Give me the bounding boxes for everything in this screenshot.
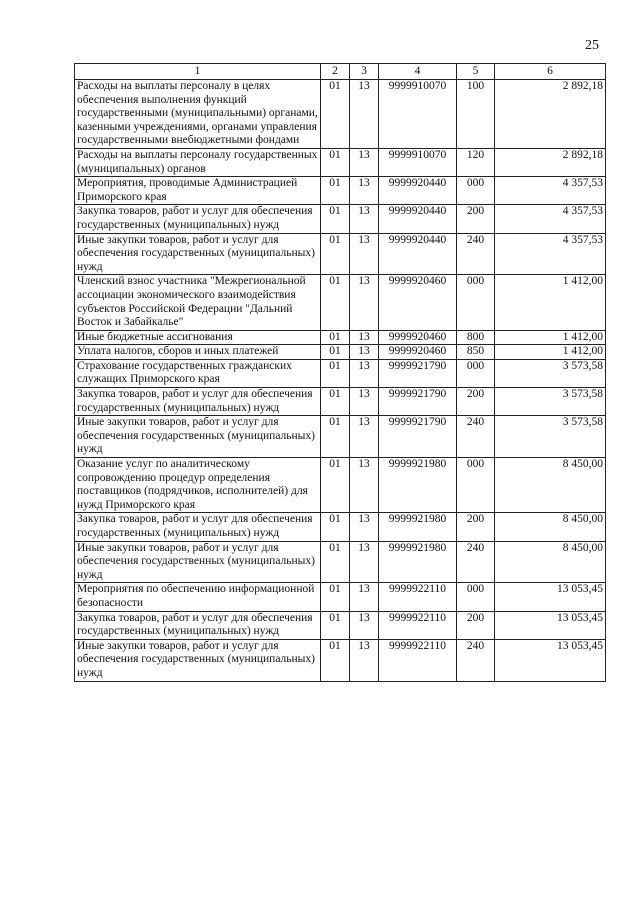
row-expense-type-cell: 120 <box>457 148 495 176</box>
table-row <box>75 611 606 639</box>
table-row <box>75 541 606 583</box>
row-target-item-cell: 9999920440 <box>379 233 457 275</box>
row-subsection-cell: 13 <box>350 148 379 176</box>
row-expense-type-cell: 000 <box>457 458 495 513</box>
table-row <box>75 345 606 360</box>
row-target-item-cell: 9999920440 <box>379 205 457 233</box>
row-subsection-cell: 13 <box>350 359 379 387</box>
row-amount-cell: 1 412,00 <box>495 345 606 360</box>
row-name-cell: Мероприятия по обеспечению информационной безопасности <box>75 583 321 611</box>
row-expense-type-cell: 200 <box>457 388 495 416</box>
row-amount-cell: 4 357,53 <box>495 177 606 205</box>
row-amount-cell: 1 412,00 <box>495 275 606 330</box>
row-subsection-cell: 13 <box>350 345 379 360</box>
header-col-1: 1 <box>75 64 321 80</box>
row-amount-cell: 8 450,00 <box>495 513 606 541</box>
row-amount-cell: 2 892,18 <box>495 148 606 176</box>
row-name-cell: Расходы на выплаты персоналу государственных (муниципальных) органов <box>75 148 321 176</box>
row-expense-type-cell: 000 <box>457 275 495 330</box>
table-row <box>75 416 606 458</box>
row-amount-cell: 4 357,53 <box>495 233 606 275</box>
table-row <box>75 148 606 176</box>
header-col-3: 3 <box>350 64 379 80</box>
row-name-cell: Иные бюджетные ассигнования <box>75 330 321 345</box>
row-target-item-cell: 9999921790 <box>379 416 457 458</box>
row-subsection-cell: 13 <box>350 205 379 233</box>
row-subsection-cell: 13 <box>350 513 379 541</box>
row-target-item-cell: 9999922110 <box>379 639 457 681</box>
row-section-cell: 01 <box>321 458 350 513</box>
table-row <box>75 275 606 330</box>
row-target-item-cell: 9999910070 <box>379 80 457 149</box>
row-name-cell: Уплата налогов, сборов и иных платежей <box>75 345 321 360</box>
table-row <box>75 80 606 149</box>
row-amount-cell: 13 053,45 <box>495 583 606 611</box>
row-subsection-cell: 13 <box>350 80 379 149</box>
row-amount-cell: 8 450,00 <box>495 541 606 583</box>
row-section-cell: 01 <box>321 233 350 275</box>
row-amount-cell: 13 053,45 <box>495 611 606 639</box>
row-expense-type-cell: 200 <box>457 513 495 541</box>
table-row <box>75 458 606 513</box>
row-expense-type-cell: 200 <box>457 611 495 639</box>
row-amount-cell: 4 357,53 <box>495 205 606 233</box>
row-target-item-cell: 9999920460 <box>379 330 457 345</box>
row-expense-type-cell: 200 <box>457 205 495 233</box>
row-name-cell: Мероприятия, проводимые Администрацией Приморского края <box>75 177 321 205</box>
row-expense-type-cell: 000 <box>457 583 495 611</box>
row-name-cell: Закупка товаров, работ и услуг для обеспечения государственных (муниципальных) нужд <box>75 388 321 416</box>
row-section-cell: 01 <box>321 275 350 330</box>
header-row <box>75 64 606 80</box>
row-subsection-cell: 13 <box>350 541 379 583</box>
row-amount-cell: 3 573,58 <box>495 359 606 387</box>
row-target-item-cell: 9999921790 <box>379 359 457 387</box>
row-amount-cell: 13 053,45 <box>495 639 606 681</box>
row-subsection-cell: 13 <box>350 416 379 458</box>
row-target-item-cell: 9999922110 <box>379 583 457 611</box>
table-row <box>75 330 606 345</box>
row-name-cell: Закупка товаров, работ и услуг для обеспечения государственных (муниципальных) нужд <box>75 513 321 541</box>
row-expense-type-cell: 240 <box>457 639 495 681</box>
row-amount-cell: 2 892,18 <box>495 80 606 149</box>
row-target-item-cell: 9999921980 <box>379 458 457 513</box>
row-expense-type-cell: 000 <box>457 177 495 205</box>
row-subsection-cell: 13 <box>350 275 379 330</box>
row-name-cell: Расходы на выплаты персоналу в целях обеспечения выполнения функций государственными (муниципальными) органами, казенными учреждениями, органами управления государственными внебюджетными фондами <box>75 80 321 149</box>
row-target-item-cell: 9999920440 <box>379 177 457 205</box>
row-section-cell: 01 <box>321 148 350 176</box>
row-expense-type-cell: 240 <box>457 541 495 583</box>
row-section-cell: 01 <box>321 80 350 149</box>
row-section-cell: 01 <box>321 541 350 583</box>
table-row <box>75 583 606 611</box>
row-section-cell: 01 <box>321 359 350 387</box>
table-row <box>75 359 606 387</box>
budget-table <box>74 63 606 682</box>
row-section-cell: 01 <box>321 388 350 416</box>
row-target-item-cell: 9999922110 <box>379 611 457 639</box>
row-section-cell: 01 <box>321 513 350 541</box>
row-name-cell: Страхование государственных гражданских служащих Приморского края <box>75 359 321 387</box>
row-name-cell: Иные закупки товаров, работ и услуг для обеспечения государственных (муниципальных) нужд <box>75 639 321 681</box>
table-row <box>75 388 606 416</box>
table-row <box>75 177 606 205</box>
row-subsection-cell: 13 <box>350 388 379 416</box>
row-section-cell: 01 <box>321 205 350 233</box>
row-subsection-cell: 13 <box>350 458 379 513</box>
row-name-cell: Иные закупки товаров, работ и услуг для обеспечения государственных (муниципальных) нужд <box>75 233 321 275</box>
table-row <box>75 639 606 681</box>
row-amount-cell: 3 573,58 <box>495 416 606 458</box>
row-target-item-cell: 9999920460 <box>379 345 457 360</box>
row-target-item-cell: 9999920460 <box>379 275 457 330</box>
row-section-cell: 01 <box>321 345 350 360</box>
row-expense-type-cell: 240 <box>457 233 495 275</box>
row-expense-type-cell: 100 <box>457 80 495 149</box>
page-number: 25 <box>585 38 599 53</box>
row-subsection-cell: 13 <box>350 330 379 345</box>
row-subsection-cell: 13 <box>350 639 379 681</box>
row-target-item-cell: 9999921790 <box>379 388 457 416</box>
row-subsection-cell: 13 <box>350 233 379 275</box>
row-name-cell: Закупка товаров, работ и услуг для обеспечения государственных (муниципальных) нужд <box>75 611 321 639</box>
row-expense-type-cell: 000 <box>457 359 495 387</box>
row-subsection-cell: 13 <box>350 583 379 611</box>
header-col-5: 5 <box>457 64 495 80</box>
header-col-2: 2 <box>321 64 350 80</box>
row-amount-cell: 8 450,00 <box>495 458 606 513</box>
row-expense-type-cell: 240 <box>457 416 495 458</box>
row-section-cell: 01 <box>321 639 350 681</box>
row-target-item-cell: 9999921980 <box>379 541 457 583</box>
row-target-item-cell: 9999910070 <box>379 148 457 176</box>
row-name-cell: Оказание услуг по аналитическому сопровождению процедур определения поставщиков (подрядчиков, исполнителей) для нужд Приморского края <box>75 458 321 513</box>
row-amount-cell: 1 412,00 <box>495 330 606 345</box>
row-expense-type-cell: 850 <box>457 345 495 360</box>
table-row <box>75 513 606 541</box>
table-row <box>75 233 606 275</box>
row-name-cell: Членский взнос участника "Межрегиональной ассоциации экономического взаимодействия субъектов Российской Федерации "Дальний Восток и Забайкалье" <box>75 275 321 330</box>
row-name-cell: Иные закупки товаров, работ и услуг для обеспечения государственных (муниципальных) нужд <box>75 416 321 458</box>
row-name-cell: Иные закупки товаров, работ и услуг для обеспечения государственных (муниципальных) нужд <box>75 541 321 583</box>
header-col-6: 6 <box>495 64 606 80</box>
table-row <box>75 205 606 233</box>
row-section-cell: 01 <box>321 416 350 458</box>
header-col-4: 4 <box>379 64 457 80</box>
row-section-cell: 01 <box>321 611 350 639</box>
row-section-cell: 01 <box>321 177 350 205</box>
row-target-item-cell: 9999921980 <box>379 513 457 541</box>
row-expense-type-cell: 800 <box>457 330 495 345</box>
table-body <box>75 80 606 682</box>
row-subsection-cell: 13 <box>350 611 379 639</box>
row-subsection-cell: 13 <box>350 177 379 205</box>
row-section-cell: 01 <box>321 583 350 611</box>
row-name-cell: Закупка товаров, работ и услуг для обеспечения государственных (муниципальных) нужд <box>75 205 321 233</box>
row-amount-cell: 3 573,58 <box>495 388 606 416</box>
row-section-cell: 01 <box>321 330 350 345</box>
